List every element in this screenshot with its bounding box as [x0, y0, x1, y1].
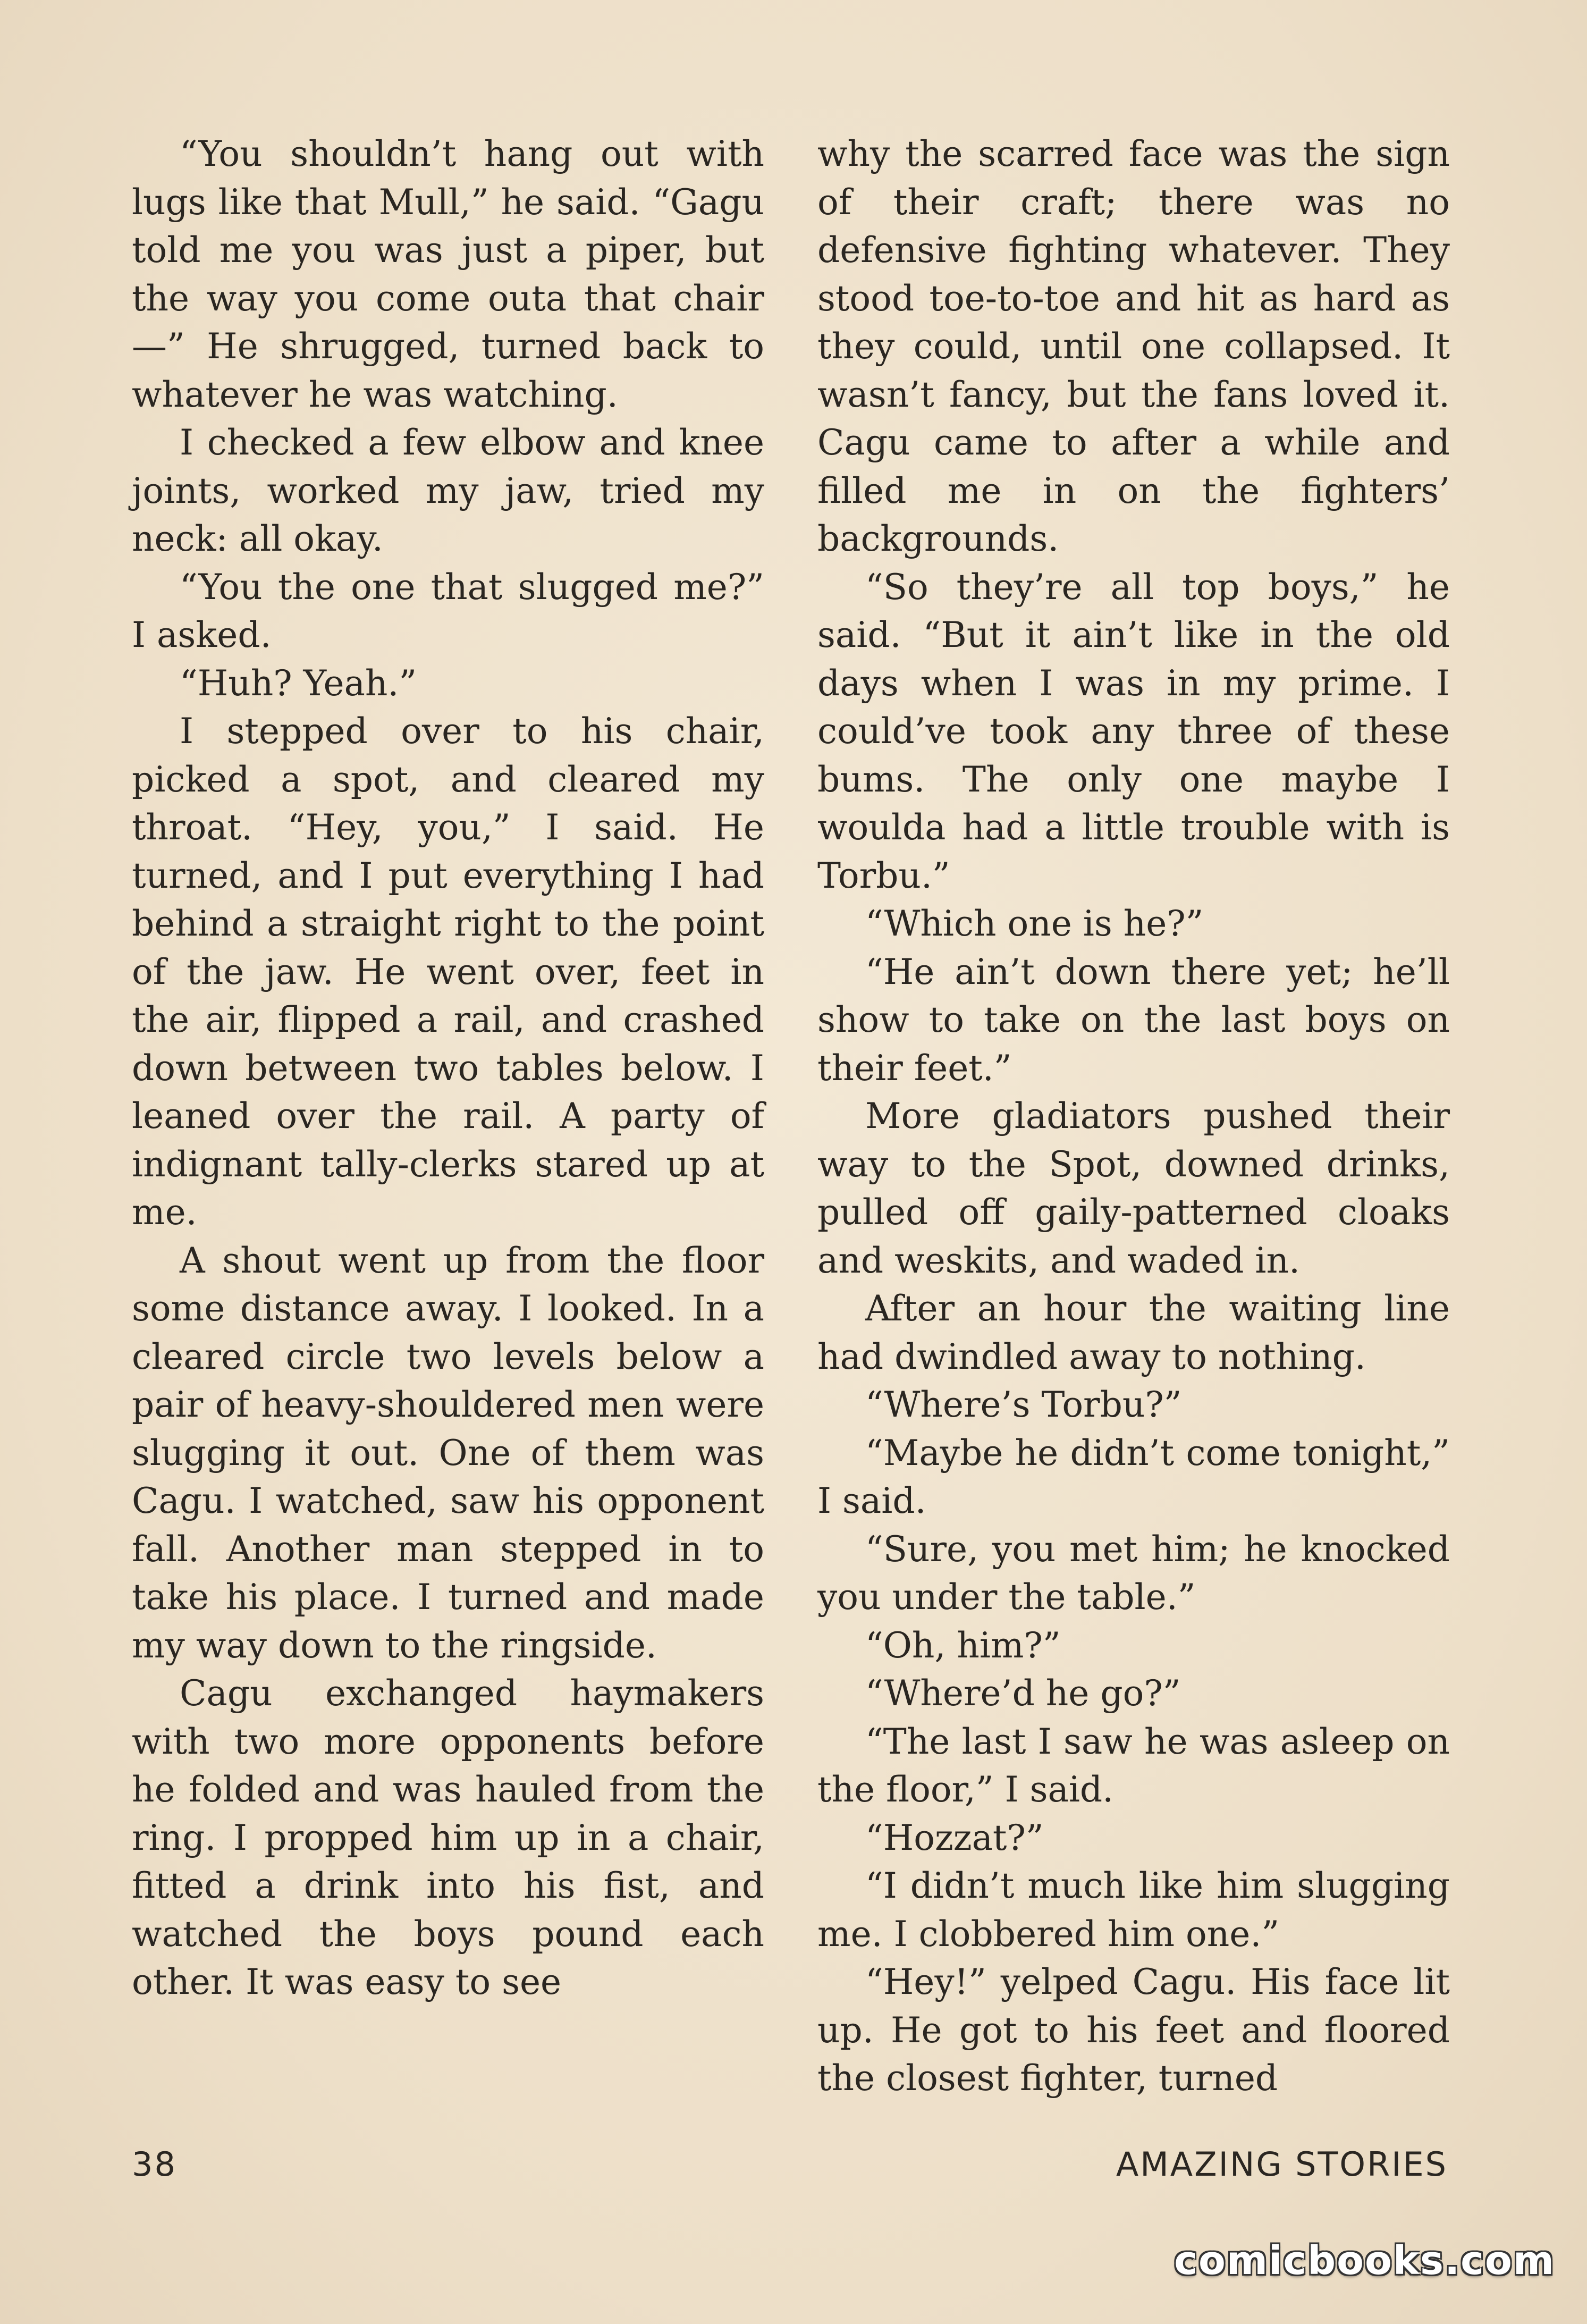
paragraph: “I didn’t much like him slugging me. I clobbered him one.” — [817, 1865, 1450, 1955]
paragraph: “Hozzat?” — [865, 1817, 1044, 1858]
paragraph: “Where’s Torbu?” — [865, 1384, 1182, 1425]
paragraph: “Sure, you met him; he knocked you under the table.” — [817, 1528, 1450, 1618]
watermark: comicbooks.com — [1174, 2238, 1555, 2284]
paragraph: why the scarred face was the sign of their craft; there was no defensive fighting whatever. They stood toe-to-toe and hit as hard as they could, until one collapsed. It wasn’t fancy, but the fans loved it. Cagu came to after a while and filled me in on the fighters’ backgrounds. — [817, 133, 1450, 559]
paragraph: Cagu exchanged haymakers with two more opponents before he folded and was hauled from the ring. I propped him up in a chair, fitted a drink into his fist, and watched the boys pound each other. It was easy to see — [132, 1673, 764, 2002]
paragraph: A shout went up from the floor some distance away. I looked. In a cleared circle two levels below a pair of heavy-shouldered men were slugging it out. One of them was Cagu. I watched, saw his opponent fall. Another man stepped in to take his place. I turned and made my way down to the ringside. — [132, 1240, 764, 1666]
paragraph: “You the one that slugged me?” I asked. — [132, 566, 764, 655]
paragraph: “Which one is he?” — [865, 903, 1204, 944]
paragraph: “The last I saw he was asleep on the floor,” I said. — [817, 1721, 1450, 1810]
paragraph: I checked a few elbow and knee joints, worked my jaw, tried my neck: all okay. — [132, 422, 764, 559]
paragraph: “Huh? Yeah.” — [180, 662, 417, 704]
paragraph: More gladiators pushed their way to the Spot, downed drinks, pulled off gaily-patterned cloaks and weskits, and waded in. — [817, 1096, 1450, 1281]
paragraph: “Oh, him?” — [865, 1624, 1061, 1666]
paragraph: After an hour the waiting line had dwindled away to nothing. — [817, 1288, 1450, 1377]
left-text-column — [132, 130, 764, 2140]
paragraph: “Where’d he go?” — [865, 1673, 1181, 1714]
paragraph: “So they’re all top boys,” he said. “But it ain’t like in the old days when I was in my prime. I could’ve took any three of these bums. The only one maybe I woulda had a little trouble with is Torbu.” — [817, 566, 1450, 896]
paragraph: “He ain’t down there yet; he’ll show to take on the last boys on their feet.” — [817, 951, 1450, 1089]
page-number: 38 — [132, 2145, 177, 2184]
paragraph: “You shouldn’t hang out with lugs like that Mull,” he said. “Gagu told me you was just a piper, but the way you come outa that chair—” He shrugged, turned back to whatever he was watching. — [132, 133, 764, 415]
paragraph: I stepped over to his chair, picked a spot, and cleared my throat. “Hey, you,” I said. He turned, and I put everything I had behind a straight right to the point of the jaw. He went over, feet in the air, flipped a rail, and crashed down between two tables below. I leaned over the rail. A party of indignant tally-clerks stared up at me. — [132, 711, 764, 1233]
paragraph: “Maybe he didn’t come tonight,” I said. — [817, 1432, 1450, 1521]
right-text-column — [817, 130, 1450, 2140]
paragraph: “Hey!” yelped Cagu. His face lit up. He got to his feet and floored the closest fighter, turned — [817, 1961, 1450, 2099]
running-title: AMAZING STORIES — [1116, 2145, 1448, 2184]
